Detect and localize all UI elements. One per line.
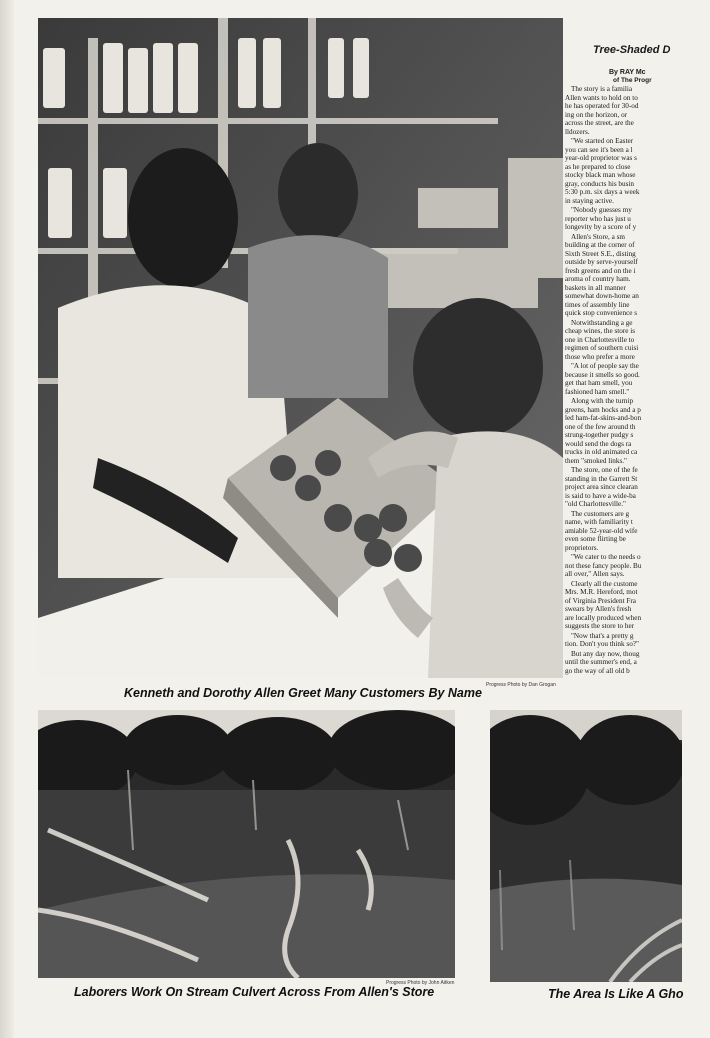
article-line: Notwithstanding a ge bbox=[571, 318, 633, 327]
article-line: baskets in all manner bbox=[565, 283, 626, 292]
article-line: The story is a familia bbox=[571, 85, 633, 93]
article-line: would send the dogs ra bbox=[565, 439, 632, 448]
article-line: as he prepared to close bbox=[565, 162, 631, 171]
article-line: reporter who has just u bbox=[565, 214, 631, 223]
article-line: amiable 52-year-old wife bbox=[565, 526, 638, 535]
article-line: across the street, are the bbox=[565, 119, 634, 127]
article-line: ing on the horizon, or bbox=[565, 110, 628, 119]
article-line: those who prefer a more bbox=[565, 352, 635, 361]
article-paragraph bbox=[565, 137, 680, 205]
article-line: because it smells so good. bbox=[565, 370, 640, 379]
article-line: "Nobody guesses my bbox=[571, 206, 632, 214]
article-line: Mrs. M.R. Hereford, mot bbox=[565, 588, 638, 596]
article-line: outside by serve-yourself bbox=[565, 258, 638, 266]
article-line: not these fancy people. Bu bbox=[565, 561, 642, 570]
article-line: them "smoked links." bbox=[565, 456, 627, 465]
culvert-photo-caption: Laborers Work On Stream Culvert Across From Allen's Store bbox=[74, 985, 435, 999]
culvert-photo bbox=[38, 710, 455, 978]
article-line: name, with familiarity t bbox=[565, 518, 633, 526]
article-line: "We started on Easter bbox=[571, 137, 634, 145]
article-headline: Tree-Shaded D bbox=[593, 44, 671, 56]
article-line: standing in the Garrett St bbox=[565, 474, 638, 483]
article-line: regimen of southern cuisi bbox=[565, 344, 639, 352]
page-edge bbox=[0, 0, 14, 1038]
article-line: cheap wines, the store is bbox=[565, 327, 636, 335]
article-line: are locally produced when bbox=[565, 613, 642, 622]
article-byline-org: of The Progr bbox=[613, 77, 652, 84]
article-line: somewhat down-home an bbox=[565, 292, 639, 300]
article-paragraph bbox=[565, 85, 680, 136]
article-line: one in Charlottesville to bbox=[565, 335, 635, 344]
article-paragraph bbox=[565, 580, 680, 631]
article-line: get that ham smell, you bbox=[565, 379, 633, 387]
article-byline: By RAY Mc bbox=[609, 69, 646, 76]
article-line: proprietors. bbox=[565, 543, 599, 552]
article-line: Clearly all the custome bbox=[571, 579, 638, 588]
article-line: Allen wants to hold on to bbox=[565, 93, 638, 102]
article-line: he has operated for 30-od bbox=[565, 102, 639, 110]
culvert-photo-art bbox=[38, 710, 455, 978]
article-line: 5:30 p.m. six days a week bbox=[565, 188, 640, 196]
article-line: quick stop convenience s bbox=[565, 309, 638, 317]
article-column bbox=[565, 30, 680, 698]
article-line: Along with the turnip bbox=[571, 397, 634, 405]
article-paragraph bbox=[565, 650, 680, 676]
store-photo-art bbox=[38, 18, 563, 678]
area-photo-art bbox=[490, 710, 682, 982]
article-paragraph bbox=[565, 510, 680, 553]
article-line: longevity by a score of y bbox=[565, 223, 637, 231]
article-body bbox=[565, 85, 680, 675]
article-line: is said to have a wide-ba bbox=[565, 491, 636, 500]
article-line: project area since clearan bbox=[565, 483, 638, 491]
article-line: suggests the store to her bbox=[565, 622, 635, 630]
article-paragraph bbox=[565, 466, 680, 509]
article-line: "We cater to the needs o bbox=[571, 553, 641, 561]
article-line: But any day now, thoug bbox=[571, 649, 640, 658]
article-line: trucks in old animated ca bbox=[565, 448, 638, 456]
article-line: "A lot of people say the bbox=[571, 362, 639, 370]
culvert-photo-credit: Progress Photo by John Aitken bbox=[386, 980, 455, 986]
article-line: aroma of country ham. bbox=[565, 275, 631, 283]
article-paragraph bbox=[565, 362, 680, 396]
article-line: even some flirting be bbox=[565, 535, 626, 543]
article-line: until the summer's end, a bbox=[565, 658, 637, 666]
article-line: fashioned ham smell." bbox=[565, 387, 630, 396]
article-line: led ham-fat-skins-and-bon bbox=[565, 414, 642, 422]
article-line: "Now that's a pretty g bbox=[571, 631, 634, 640]
article-line: swears by Allen's fresh bbox=[565, 605, 632, 613]
article-line: in staying active. bbox=[565, 196, 614, 205]
article-line: Sixth Street S.E., disting bbox=[565, 249, 636, 258]
article-paragraph bbox=[565, 553, 680, 579]
article-line: of Virginia President Fra bbox=[565, 596, 636, 605]
article-line: strung-together pudgy s bbox=[565, 431, 634, 439]
article-line: greens, ham hocks and a p bbox=[565, 405, 641, 414]
article-line: gray, conducts his busin bbox=[565, 179, 635, 188]
store-photo-caption: Kenneth and Dorothy Allen Greet Many Customers By Name bbox=[124, 686, 482, 700]
article-line: you can see it's been a l bbox=[565, 145, 633, 154]
article-line: year-old proprietor was s bbox=[565, 154, 637, 162]
area-photo bbox=[490, 710, 682, 982]
article-line: go the way of all old b bbox=[565, 666, 630, 675]
article-paragraph bbox=[565, 397, 680, 465]
article-line: all over," Allen says. bbox=[565, 570, 625, 578]
article-line: fresh greens and on the i bbox=[565, 266, 636, 275]
article-line: Allen's Store, a sm bbox=[571, 232, 625, 241]
article-paragraph bbox=[565, 319, 680, 362]
article-line: one of the few around th bbox=[565, 422, 636, 431]
article-line: stocky black man whose bbox=[565, 171, 636, 179]
article-line: The customers are g bbox=[571, 509, 630, 518]
article-paragraph bbox=[565, 632, 680, 649]
article-line: "old Charlottesville." bbox=[565, 500, 626, 508]
article-paragraph bbox=[565, 233, 680, 318]
area-photo-caption: The Area Is Like A Gho bbox=[548, 987, 684, 1001]
article-paragraph bbox=[565, 206, 680, 232]
article-line: times of assembly line bbox=[565, 300, 630, 309]
article-line: lldozers. bbox=[565, 127, 590, 136]
store-photo-credit: Progress Photo by Dan Grogan bbox=[486, 682, 556, 688]
article-line: tion. Don't you think so?" bbox=[565, 640, 639, 648]
article-line: building at the corner of bbox=[565, 241, 635, 249]
store-interior-photo bbox=[38, 18, 563, 678]
article-line: The store, one of the fe bbox=[571, 466, 638, 474]
